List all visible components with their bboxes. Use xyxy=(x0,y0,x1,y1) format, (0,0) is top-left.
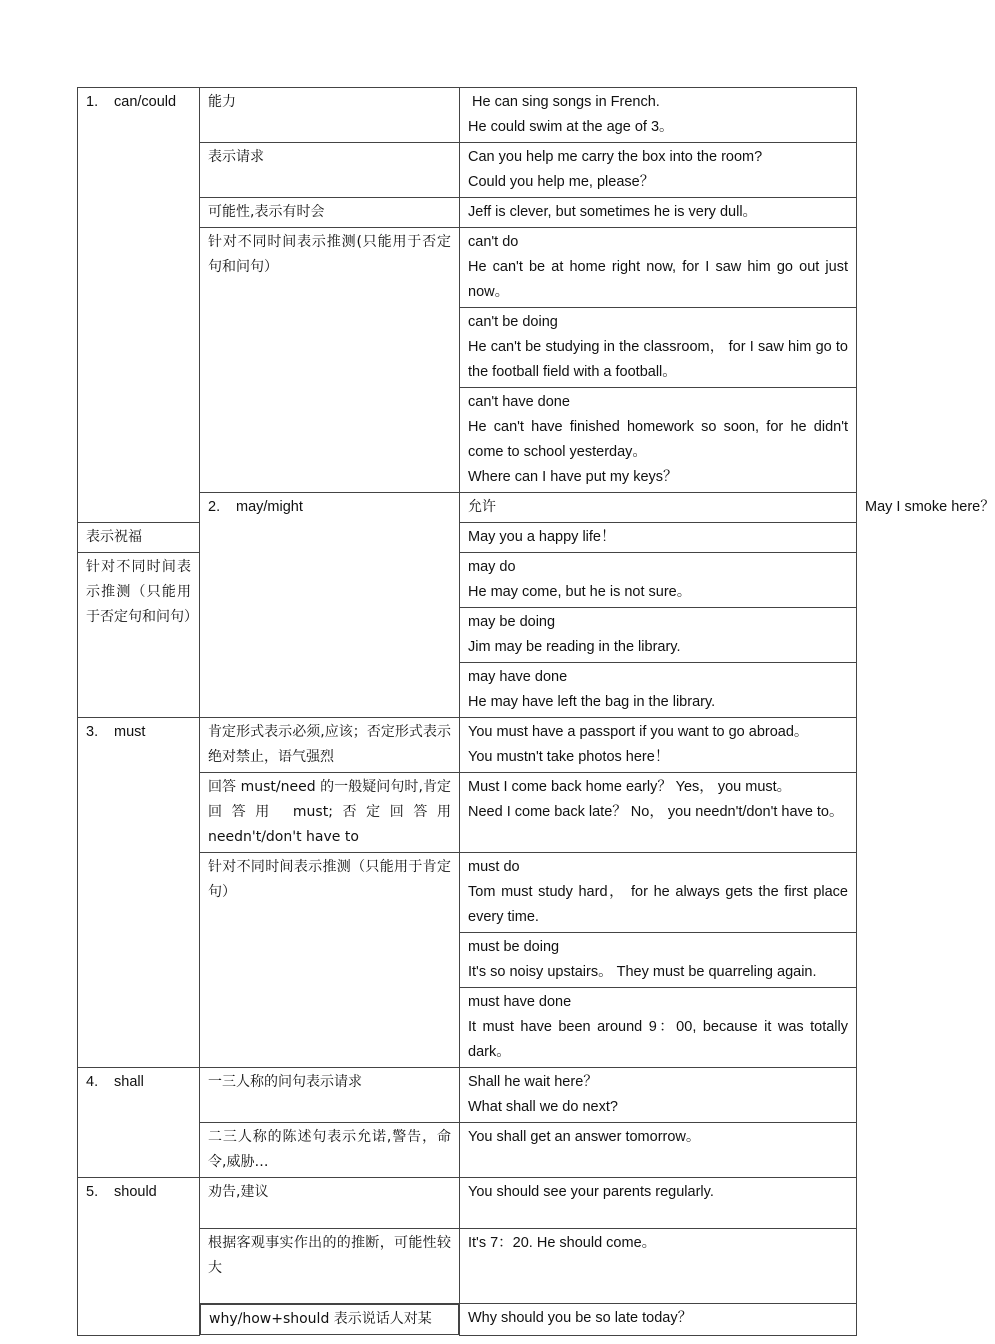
example-line: He can't be at home right now, for I saw him go out just now。 xyxy=(468,259,848,300)
usage-cell: 劝告,建议 xyxy=(200,1178,460,1229)
example-cell xyxy=(460,1304,857,1336)
modal-cell xyxy=(78,718,200,1068)
example-line: Need I come back late？ No， you needn't/don't have to。 xyxy=(468,804,844,820)
example-cell xyxy=(460,1178,857,1229)
example-line: Can you help me carry the box into the room? xyxy=(468,149,763,165)
example-line: Jim may be reading in the library. xyxy=(468,639,681,655)
example-line: You mustn't take photos here！ xyxy=(468,749,670,765)
modal-name: may/might xyxy=(236,499,303,515)
modal-name: shall xyxy=(114,1074,144,1090)
table-row xyxy=(78,1178,857,1229)
example-line: Tom must study hard， for he always gets the first place every time. xyxy=(468,884,848,925)
modal-verbs-table xyxy=(77,87,995,1336)
example-line: He may have left the bag in the library. xyxy=(468,694,716,710)
usage-cell: why/how+should 表示说话人对某 xyxy=(200,1304,459,1335)
example-line: May you a happy life！ xyxy=(468,529,616,545)
usage-cell: 一三人称的问句表示请求 xyxy=(200,1068,460,1123)
example-pattern: may be doing xyxy=(468,614,556,630)
item-number: 5. xyxy=(86,1184,99,1200)
example-cell xyxy=(460,1229,857,1304)
example-pattern: must do xyxy=(468,859,520,875)
example-line: Must I come back home early？ Yes， you must。 xyxy=(468,779,792,795)
example-cell xyxy=(460,228,857,308)
usage-cell: 允许 xyxy=(460,493,857,523)
example-pattern: must have done xyxy=(468,994,572,1010)
usage-cell: 根据客观事实作出的的推断，可能性较大 xyxy=(200,1229,460,1304)
modal-cell xyxy=(200,493,460,718)
example-cell xyxy=(460,663,857,718)
example-cell xyxy=(460,853,857,933)
example-line: Jeff is clever, but sometimes he is very dull。 xyxy=(468,204,758,220)
item-number: 4. xyxy=(86,1074,99,1090)
example-line: Shall he wait here？ xyxy=(468,1074,598,1090)
example-pattern: can't do xyxy=(468,234,519,250)
example-cell xyxy=(460,1123,857,1178)
usage-cell: 表示请求 xyxy=(200,143,460,198)
example-cell xyxy=(460,88,857,143)
item-number: 2. xyxy=(208,499,221,515)
table-row xyxy=(78,523,857,553)
usage-cell: 二三人称的陈述句表示允诺,警告，命令,威胁… xyxy=(200,1123,460,1178)
modal-cell xyxy=(78,88,200,523)
table-row xyxy=(78,1068,857,1123)
example-cell xyxy=(460,388,857,493)
example-cell xyxy=(460,988,857,1068)
table-row xyxy=(78,718,857,773)
example-cell xyxy=(460,523,857,553)
example-cell xyxy=(460,143,857,198)
example-line: He can sing songs in French. xyxy=(468,94,660,110)
table-row: 2. may/might 允许 May I smoke here？ xyxy=(78,493,857,523)
modal-cell xyxy=(78,1068,200,1178)
example-cell xyxy=(460,608,857,663)
example-cell xyxy=(460,773,857,853)
example-line: Why should you be so late today？ xyxy=(468,1310,693,1326)
example-cell xyxy=(460,1068,857,1123)
example-cell xyxy=(460,308,857,388)
usage-cell: 针对不同时间表示推测（只能用于否定句和问句） xyxy=(78,553,200,718)
example-pattern: must be doing xyxy=(468,939,560,955)
example-line: It must have been around 9：00, because it was totally dark。 xyxy=(468,1019,848,1060)
example-line: Where can I have put my keys？ xyxy=(468,469,678,485)
table-row xyxy=(78,88,857,143)
usage-cell: 针对不同时间表示推测(只能用于否定句和问句） xyxy=(200,228,460,493)
example-line: He can't be studying in the classroom， for I saw him go to the football field with a football。 xyxy=(468,339,848,380)
example-line: He could swim at the age of 3。 xyxy=(468,119,674,135)
item-number: 3. xyxy=(86,724,99,740)
example-pattern: may do xyxy=(468,559,516,575)
example-line: He can't have finished homework so soon, for he didn't come to school yesterday。 xyxy=(468,419,848,460)
example-line: What shall we do next? xyxy=(468,1099,618,1115)
example-line: It's 7：20. He should come。 xyxy=(468,1235,657,1251)
usage-cell: 针对不同时间表示推测（只能用于肯定句） xyxy=(200,853,460,1068)
example-cell xyxy=(460,718,857,773)
example-cell xyxy=(460,198,857,228)
item-number: 1. xyxy=(86,94,99,110)
example-cell xyxy=(460,553,857,608)
example-pattern: may have done xyxy=(468,669,568,685)
example-pattern: can't have done xyxy=(468,394,570,410)
usage-cell: 能力 xyxy=(200,88,460,143)
modal-name: should xyxy=(114,1184,157,1200)
example-line: He may come, but he is not sure。 xyxy=(468,584,692,600)
example-line: It's so noisy upstairs。 They must be quarreling again. xyxy=(468,964,817,980)
usage-cell: 可能性,表示有时会 xyxy=(200,198,460,228)
table-row xyxy=(78,553,857,608)
usage-cell: 回答 must/need 的一般疑问句时,肯定回答用 must;否定回答用 needn't/don't have to xyxy=(200,773,460,853)
modal-cell xyxy=(78,1178,200,1336)
example-line: Could you help me, please？ xyxy=(468,174,655,190)
usage-cell: 肯定形式表示必须,应该；否定形式表示绝对禁止，语气强烈 xyxy=(200,718,460,773)
example-line: You shall get an answer tomorrow。 xyxy=(468,1129,701,1145)
modal-name: can/could xyxy=(114,94,177,110)
modal-name: must xyxy=(114,724,146,740)
example-pattern: can't be doing xyxy=(468,314,558,330)
example-line: You should see your parents regularly. xyxy=(468,1184,714,1200)
example-cell xyxy=(460,933,857,988)
usage-cell: 表示祝福 xyxy=(78,523,200,553)
example-line: You must have a passport if you want to go abroad。 xyxy=(468,724,809,740)
